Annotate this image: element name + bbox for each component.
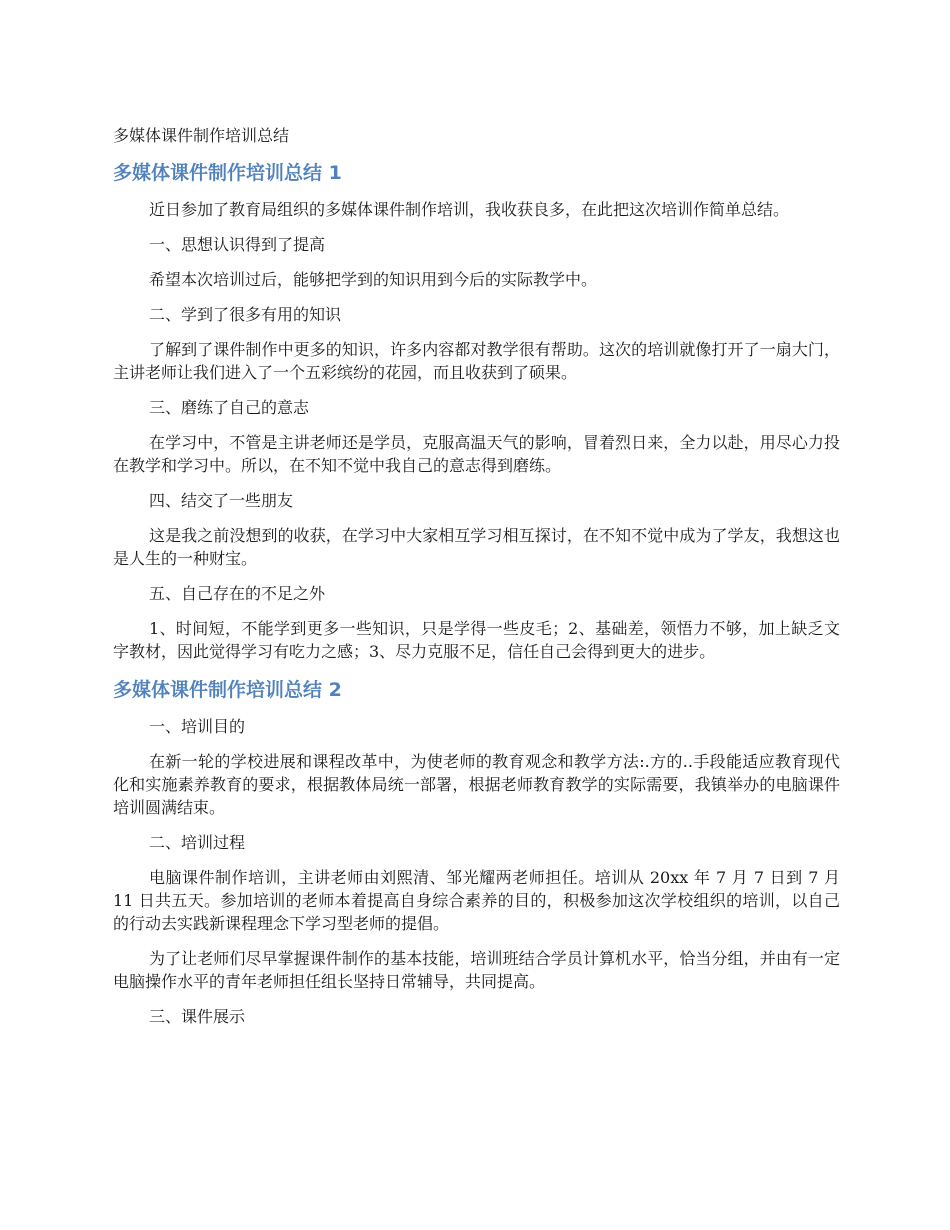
paragraph: 电脑课件制作培训，主讲老师由刘熙清、邹光耀两老师担任。培训从 20xx 年 7 月 7 日到 7 月 11 日共五天。参加培训的老师本着提高自身综合素养的目的，积极参加这次学校组织的培训，以自己的行动去实践新课程理念下学习型老师的提倡。 xyxy=(113,868,840,933)
sub-heading: 一、思想认识得到了提高 xyxy=(149,235,326,254)
sub-heading: 二、学到了很多有用的知识 xyxy=(149,305,342,324)
paragraph: 了解到了课件制作中更多的知识，许多内容都对教学很有帮助。这次的培训就像打开了一扇大门，主讲老师让我们进入了一个五彩缤纷的花园，而且收获到了硕果。 xyxy=(113,340,840,382)
paragraph: 在学习中，不管是主讲老师还是学员，克服高温天气的影响，冒着烈日来，全力以赴，用尽心力投在教学和学习中。所以，在不知不觉中我自己的意志得到磨练。 xyxy=(113,433,840,475)
paragraph: 近日参加了教育局组织的多媒体课件制作培训，我收获良多，在此把这次培训作简单总结。 xyxy=(149,200,790,219)
sub-heading: 五、自己存在的不足之外 xyxy=(149,584,326,603)
section-heading-1: 多媒体课件制作培训总结 1 xyxy=(113,162,342,184)
sub-heading: 二、培训过程 xyxy=(149,833,246,852)
section-heading-2: 多媒体课件制作培训总结 2 xyxy=(113,679,342,701)
sub-heading: 四、结交了一些朋友 xyxy=(149,491,294,510)
document-title: 多媒体课件制作培训总结 xyxy=(113,126,290,145)
paragraph: 1、时间短，不能学到更多一些知识，只是学得一些皮毛；2、基础差，领悟力不够，加上缺乏文字教材，因此觉得学习有吃力之感；3、尽力克服不足，信任自己会得到更大的进步。 xyxy=(113,619,840,661)
sub-heading: 一、培训目的 xyxy=(149,717,246,736)
paragraph: 为了让老师们尽早掌握课件制作的基本技能，培训班结合学员计算机水平，恰当分组，并由有一定电脑操作水平的青年老师担任组长坚持日常辅导，共同提高。 xyxy=(113,949,840,991)
paragraph: 这是我之前没想到的收获，在学习中大家相互学习相互探讨，在不知不觉中成为了学友，我想这也是人生的一种财宝。 xyxy=(113,526,840,568)
sub-heading: 三、磨练了自己的意志 xyxy=(149,398,310,417)
sub-heading: 三、课件展示 xyxy=(149,1007,246,1026)
paragraph: 希望本次培训过后，能够把学到的知识用到今后的实际教学中。 xyxy=(149,270,598,289)
paragraph: 在新一轮的学校进展和课程改革中，为使老师的教育观念和教学方法:.方的..手段能适应教育现代化和实施素养教育的要求，根据教体局统一部署，根据老师教育教学的实际需要，我镇举办的电脑课件培训圆满结束。 xyxy=(113,752,840,817)
document-page xyxy=(113,122,840,1040)
